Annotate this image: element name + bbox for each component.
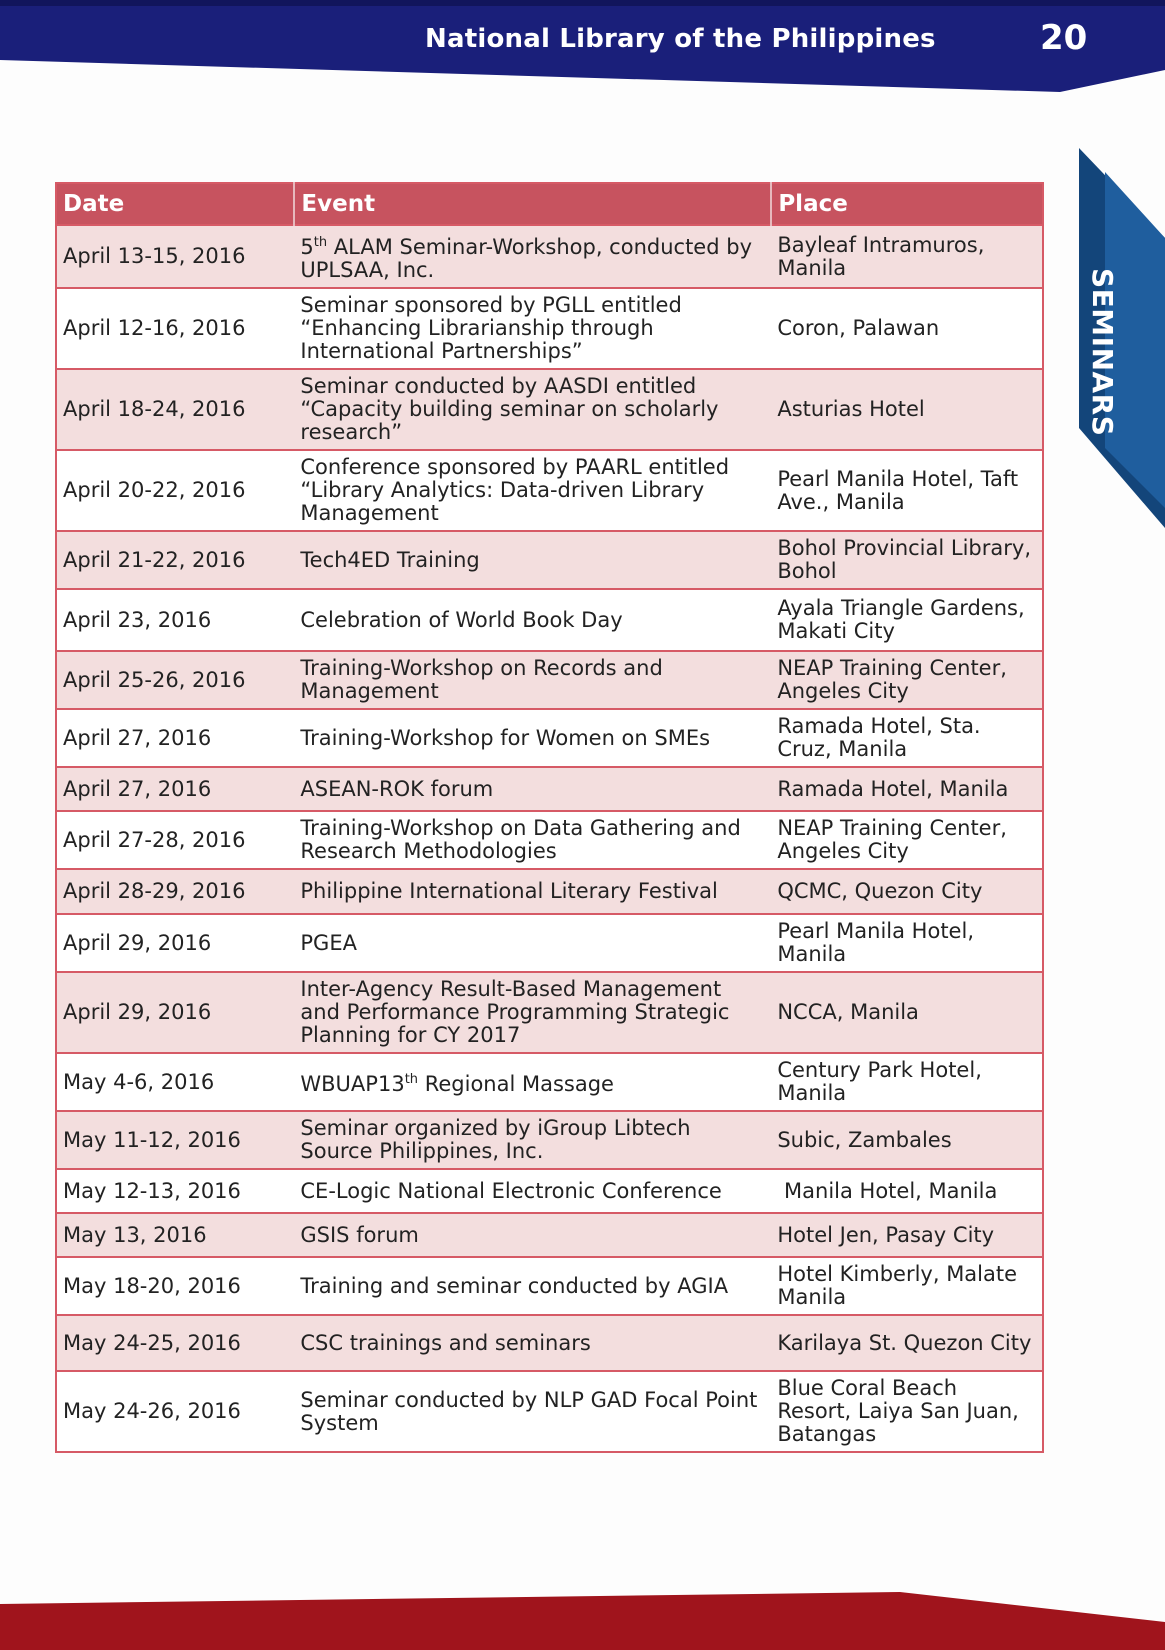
cell-date: April 27-28, 2016: [56, 811, 294, 869]
table-row: [56, 709, 1043, 767]
table-row: [56, 369, 1043, 450]
table-row: [56, 869, 1043, 914]
cell-date: April 25-26, 2016: [56, 651, 294, 709]
cell-place: Pearl Manila Hotel, Taft Ave., Manila: [771, 450, 1043, 531]
column-header-event: Event: [294, 183, 771, 225]
cell-place: Hotel Jen, Pasay City: [771, 1213, 1043, 1257]
cell-event: CE-Logic National Electronic Conference: [294, 1169, 771, 1213]
cell-event: Conference sponsored by PAARL entitled “Library Analytics: Data-driven Library Management: [294, 450, 771, 531]
cell-place: QCMC, Quezon City: [771, 869, 1043, 914]
cell-date: May 13, 2016: [56, 1213, 294, 1257]
cell-event: Tech4ED Training: [294, 531, 771, 589]
cell-event: Training and seminar conducted by AGIA: [294, 1257, 771, 1315]
table-row: [56, 1111, 1043, 1169]
cell-event: Seminar sponsored by PGLL entitled “Enhancing Librarianship through International Partnerships”: [294, 288, 771, 369]
table-row: [56, 1315, 1043, 1371]
cell-event: ASEAN-ROK forum: [294, 767, 771, 811]
cell-event: Training-Workshop for Women on SMEs: [294, 709, 771, 767]
page-number: 20: [1040, 18, 1088, 58]
cell-event: Seminar conducted by AASDI entitled “Capacity building seminar on scholarly research”: [294, 369, 771, 450]
cell-place: Bayleaf Intramuros, Manila: [771, 225, 1043, 288]
cell-place: Century Park Hotel, Manila: [771, 1053, 1043, 1111]
event-prefix: WBUAP13: [300, 1072, 405, 1096]
event-prefix: 5: [300, 235, 314, 259]
cell-event: Seminar conducted by NLP GAD Focal Point System: [294, 1371, 771, 1452]
column-header-date: Date: [56, 183, 294, 225]
cell-place: Ramada Hotel, Sta. Cruz, Manila: [771, 709, 1043, 767]
cell-place: NEAP Training Center, Angeles City: [771, 811, 1043, 869]
cell-date: May 11-12, 2016: [56, 1111, 294, 1169]
cell-date: April 18-24, 2016: [56, 369, 294, 450]
table-row: [56, 914, 1043, 972]
cell-place: Pearl Manila Hotel, Manila: [771, 914, 1043, 972]
cell-place: NCCA, Manila: [771, 972, 1043, 1053]
event-text: Regional Massage: [418, 1072, 614, 1096]
cell-place: Bohol Provincial Library, Bohol: [771, 531, 1043, 589]
cell-event: PGEA: [294, 914, 771, 972]
footer-banner: [0, 1592, 1165, 1650]
cell-date: May 4-6, 2016: [56, 1053, 294, 1111]
table-row: [56, 811, 1043, 869]
cell-date: May 24-26, 2016: [56, 1371, 294, 1452]
table-row: [56, 1257, 1043, 1315]
table-row: [56, 450, 1043, 531]
cell-date: April 28-29, 2016: [56, 869, 294, 914]
table-row: [56, 651, 1043, 709]
cell-event: Training-Workshop on Data Gathering and Research Methodologies: [294, 811, 771, 869]
events-table: [55, 182, 1044, 1453]
cell-event: Seminar organized by iGroup Libtech Source Philippines, Inc.: [294, 1111, 771, 1169]
cell-place: Ayala Triangle Gardens, Makati City: [771, 589, 1043, 651]
event-text: ALAM Seminar-Workshop, conducted by UPLSAA, Inc.: [300, 235, 759, 282]
table-row: [56, 288, 1043, 369]
cell-place: Subic, Zambales: [771, 1111, 1043, 1169]
table-row: [56, 972, 1043, 1053]
cell-place: Coron, Palawan: [771, 288, 1043, 369]
cell-event: [294, 1053, 771, 1111]
cell-date: April 27, 2016: [56, 767, 294, 811]
table-row: [56, 1371, 1043, 1452]
cell-date: April 23, 2016: [56, 589, 294, 651]
cell-event: Training-Workshop on Records and Management: [294, 651, 771, 709]
cell-date: May 18-20, 2016: [56, 1257, 294, 1315]
cell-date: April 29, 2016: [56, 914, 294, 972]
cell-place: NEAP Training Center, Angeles City: [771, 651, 1043, 709]
table-row: [56, 531, 1043, 589]
cell-place: Blue Coral Beach Resort, Laiya San Juan, Batangas: [771, 1371, 1043, 1452]
table-row: [56, 225, 1043, 288]
cell-event: Philippine International Literary Festival: [294, 869, 771, 914]
table-row: [56, 1053, 1043, 1111]
cell-date: April 12-16, 2016: [56, 288, 294, 369]
cell-event: Inter-Agency Result-Based Management and Performance Programming Strategic Planning for CY 2017: [294, 972, 771, 1053]
cell-place: Ramada Hotel, Manila: [771, 767, 1043, 811]
section-tab-label: SEMINARS: [1086, 268, 1119, 437]
table-row: [56, 589, 1043, 651]
cell-event: CSC trainings and seminars: [294, 1315, 771, 1371]
table-row: [56, 1169, 1043, 1213]
event-superscript: th: [404, 1072, 419, 1087]
table-row: [56, 1213, 1043, 1257]
table-row: [56, 767, 1043, 811]
cell-place: Manila Hotel, Manila: [771, 1169, 1043, 1213]
cell-event: [294, 225, 771, 288]
cell-date: May 24-25, 2016: [56, 1315, 294, 1371]
cell-place: Hotel Kimberly, Malate Manila: [771, 1257, 1043, 1315]
event-superscript: th: [313, 235, 328, 250]
table-header-row: [56, 183, 1043, 225]
cell-place: Karilaya St. Quezon City: [771, 1315, 1043, 1371]
table-body: [56, 225, 1043, 1452]
cell-event: GSIS forum: [294, 1213, 771, 1257]
cell-date: May 12-13, 2016: [56, 1169, 294, 1213]
cell-date: April 13-15, 2016: [56, 225, 294, 288]
cell-date: April 29, 2016: [56, 972, 294, 1053]
cell-event: Celebration of World Book Day: [294, 589, 771, 651]
cell-date: April 20-22, 2016: [56, 450, 294, 531]
cell-place: Asturias Hotel: [771, 369, 1043, 450]
header-title: National Library of the Philippines: [425, 24, 936, 54]
cell-date: April 27, 2016: [56, 709, 294, 767]
cell-date: April 21-22, 2016: [56, 531, 294, 589]
column-header-place: Place: [771, 183, 1043, 225]
